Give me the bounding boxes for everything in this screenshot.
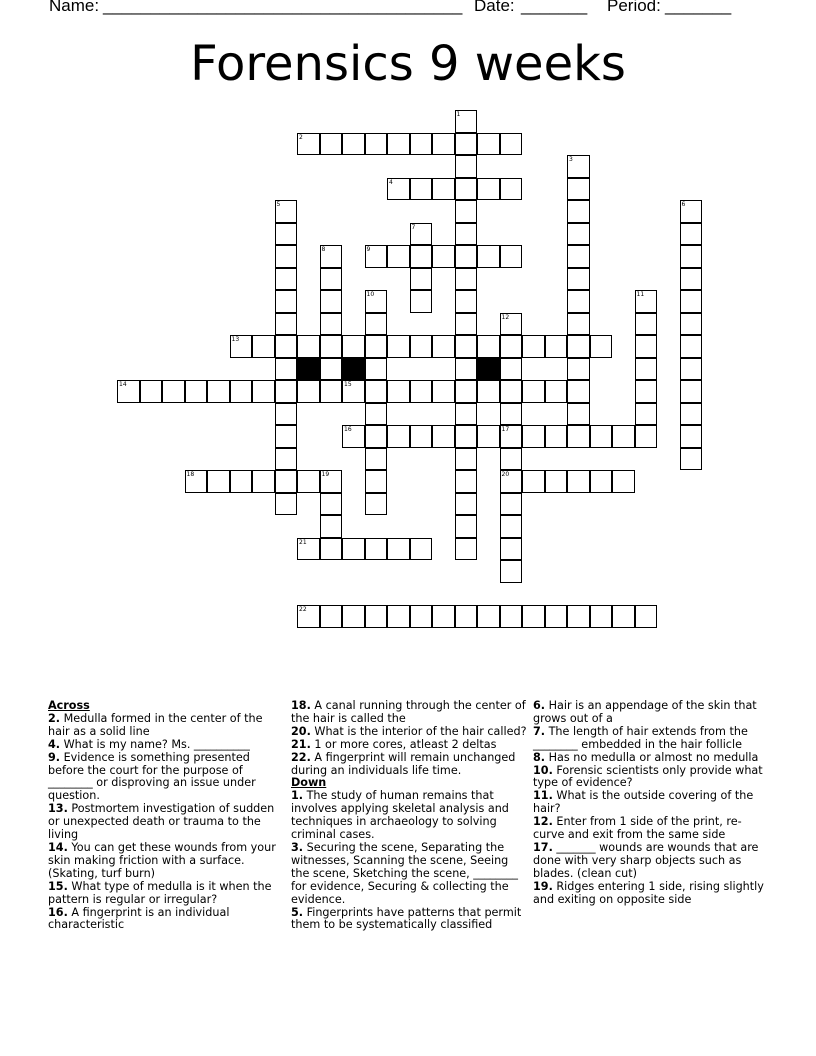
clue-number: 5 xyxy=(276,201,281,208)
crossword-cell[interactable] xyxy=(387,335,410,358)
crossword-cell[interactable] xyxy=(500,178,523,201)
crossword-cell[interactable] xyxy=(297,538,320,561)
crossword-cell[interactable] xyxy=(500,380,523,403)
clue-item xyxy=(48,752,284,804)
crossword-cell[interactable] xyxy=(365,313,388,336)
clue-item xyxy=(533,726,769,752)
crossword-cell[interactable] xyxy=(320,380,343,403)
crossword-cell[interactable] xyxy=(410,538,433,561)
clue-number: 14 xyxy=(119,381,127,388)
crossword-cell[interactable] xyxy=(500,538,523,561)
clue-number: 8 xyxy=(321,246,326,253)
crossword-cell[interactable] xyxy=(455,178,478,201)
crossword-cell[interactable] xyxy=(320,470,343,493)
crossword-cell[interactable] xyxy=(567,290,590,313)
clue-number-label: 20. xyxy=(291,724,311,738)
clue-text: Ridges entering 1 side, rising slightly and exiting on opposite side xyxy=(533,879,764,906)
clue-number: 3 xyxy=(569,156,573,163)
clue-number-label: 13. xyxy=(48,802,68,816)
clue-number: 10 xyxy=(366,291,375,298)
clue-text: Has no medulla or almost no medulla xyxy=(545,750,759,764)
clue-item xyxy=(291,790,527,842)
clues-column-2 xyxy=(291,700,527,932)
crossword-cell[interactable] xyxy=(500,313,523,336)
clue-number-label: 5. xyxy=(291,905,304,919)
clue-text: Postmortem investigation of sudden or unexpected death or trauma to the living xyxy=(48,802,275,842)
crossword-cell[interactable] xyxy=(297,470,320,493)
clue-number: 2 xyxy=(299,133,303,141)
crossword-cell[interactable] xyxy=(387,605,410,628)
crossword-cell[interactable] xyxy=(207,470,230,493)
clue-item xyxy=(291,700,527,726)
crossword-cell[interactable] xyxy=(680,425,703,448)
crossword-cell[interactable] xyxy=(567,380,590,403)
crossword-cell[interactable] xyxy=(387,380,410,403)
crossword-cell[interactable] xyxy=(522,605,545,628)
clue-text: A canal running through the center of the hair is called the xyxy=(291,699,526,725)
clue-text: 1 or more cores, atleast 2 deltas xyxy=(310,737,497,751)
clue-item xyxy=(48,907,284,933)
clue-number-label: 7. xyxy=(533,724,546,738)
crossword-cell[interactable] xyxy=(252,335,275,358)
crossword-cell[interactable] xyxy=(455,425,478,448)
clue-number-label: 10. xyxy=(533,763,553,777)
crossword-cell[interactable] xyxy=(275,448,298,471)
crossword-cell[interactable] xyxy=(500,425,523,448)
crossword-cell[interactable] xyxy=(500,358,523,381)
crossword-cell[interactable] xyxy=(477,335,500,358)
crossword-cell[interactable] xyxy=(275,358,298,381)
crossword-cell[interactable] xyxy=(477,380,500,403)
crossword-cell[interactable] xyxy=(365,493,388,516)
crossword-cell[interactable] xyxy=(410,245,433,268)
crossword-cell[interactable] xyxy=(455,335,478,358)
crossword-cell[interactable] xyxy=(365,403,388,426)
clues-column-3 xyxy=(533,700,769,907)
date-label: Date: xyxy=(474,0,515,15)
clue-item xyxy=(533,700,769,726)
crossword-cell[interactable] xyxy=(320,335,343,358)
crossword-cell[interactable] xyxy=(680,313,703,336)
crossword-cell[interactable] xyxy=(635,358,658,381)
crossword-cell[interactable] xyxy=(410,133,433,156)
clue-number-label: 22. xyxy=(291,750,311,764)
crossword-cell[interactable] xyxy=(185,380,208,403)
crossword-cell[interactable] xyxy=(567,245,590,268)
clue-item xyxy=(291,907,527,933)
crossword-cell[interactable] xyxy=(387,133,410,156)
clue-number-label: 4. xyxy=(48,737,61,751)
crossword-cell[interactable] xyxy=(275,268,298,291)
clues-column-1 xyxy=(48,700,284,932)
crossword-cell[interactable] xyxy=(320,493,343,516)
crossword-cell[interactable] xyxy=(500,470,523,493)
period-blank[interactable]: _______ xyxy=(665,0,732,15)
crossword-cell[interactable] xyxy=(635,313,658,336)
clue-text: What is my name? Ms. __________ xyxy=(60,737,250,751)
crossword-cell[interactable] xyxy=(500,605,523,628)
clue-item xyxy=(48,842,284,881)
clue-number-label: 6. xyxy=(533,699,546,712)
crossword-cell[interactable] xyxy=(612,470,635,493)
clue-number: 19 xyxy=(321,471,330,478)
clue-item xyxy=(291,842,527,907)
clue-number-label: 21. xyxy=(291,737,311,751)
page-title: Forensics 9 weeks xyxy=(190,36,626,92)
crossword-cell[interactable] xyxy=(410,178,433,201)
crossword-cell[interactable] xyxy=(432,245,455,268)
clue-number: 4 xyxy=(389,178,393,186)
clue-number-label: 14. xyxy=(48,840,68,854)
clue-number-label: 3. xyxy=(291,840,304,854)
crossword-cell[interactable] xyxy=(455,155,478,178)
crossword-cell[interactable] xyxy=(635,403,658,426)
clue-text: Forensic scientists only provide what type of evidence? xyxy=(533,763,763,790)
clue-item xyxy=(533,881,769,907)
crossword-cell[interactable] xyxy=(275,200,298,223)
crossword-cell[interactable] xyxy=(500,133,523,156)
clue-text: Medulla formed in the center of the hair as a solid line xyxy=(48,711,263,738)
crossword-cell[interactable] xyxy=(477,178,500,201)
clue-number-label: 17. xyxy=(533,840,553,854)
crossword-cell[interactable] xyxy=(432,133,455,156)
crossword-cell[interactable] xyxy=(455,313,478,336)
crossword-cell[interactable] xyxy=(680,268,703,291)
crossword-cell[interactable] xyxy=(320,605,343,628)
crossword-cell[interactable] xyxy=(140,380,163,403)
crossword-cell[interactable] xyxy=(477,425,500,448)
crossword-cell[interactable] xyxy=(297,133,320,156)
crossword-cell[interactable] xyxy=(432,178,455,201)
crossword-cell[interactable] xyxy=(477,605,500,628)
crossword-cell[interactable] xyxy=(680,290,703,313)
crossword-cell[interactable] xyxy=(365,290,388,313)
crossword-cell[interactable] xyxy=(680,358,703,381)
crossword-cell[interactable] xyxy=(500,448,523,471)
clue-number-label: 16. xyxy=(48,905,68,919)
crossword-cell[interactable] xyxy=(297,380,320,403)
clue-text: Enter from 1 side of the print, re-curve and exit from the same side xyxy=(533,815,742,842)
crossword-cell[interactable] xyxy=(590,335,613,358)
across-clue-list-continued xyxy=(291,700,527,777)
crossword-cell[interactable] xyxy=(342,133,365,156)
crossword-cell[interactable] xyxy=(590,425,613,448)
crossword-cell[interactable] xyxy=(275,245,298,268)
clue-number: 7 xyxy=(411,223,416,231)
crossword-cell[interactable] xyxy=(320,268,343,291)
crossword-cell[interactable] xyxy=(185,470,208,493)
crossword-cell[interactable] xyxy=(387,538,410,561)
crossword-cell[interactable] xyxy=(680,200,703,223)
crossword-cell[interactable] xyxy=(320,313,343,336)
crossword-cell[interactable] xyxy=(567,335,590,358)
clue-number: 22 xyxy=(299,606,307,613)
crossword-cell[interactable] xyxy=(162,380,185,403)
crossword-cell[interactable] xyxy=(320,133,343,156)
crossword-cell[interactable] xyxy=(342,335,365,358)
crossword-cell[interactable] xyxy=(635,380,658,403)
crossword-cell[interactable] xyxy=(252,380,275,403)
clue-number: 6 xyxy=(681,201,686,208)
clue-text: You can get these wounds from your skin making friction with a surface. (Skating, turf burn) xyxy=(48,840,276,880)
clue-text: Securing the scene, Separating the witnesses, Scanning the scene, Seeing the scene, Sketching the scene, ________ for evidence, Securing & collecting the evidence. xyxy=(291,840,519,906)
crossword-cell[interactable] xyxy=(320,515,343,538)
crossword-cell[interactable] xyxy=(500,515,523,538)
black-cell xyxy=(342,358,365,381)
crossword-cell[interactable] xyxy=(342,425,365,448)
clue-number-label: 19. xyxy=(533,879,553,893)
crossword-cell[interactable] xyxy=(365,470,388,493)
crossword-cell[interactable] xyxy=(455,493,478,516)
crossword-cell[interactable] xyxy=(680,245,703,268)
crossword-cell[interactable] xyxy=(567,268,590,291)
crossword-cell[interactable] xyxy=(275,380,298,403)
crossword-cell[interactable] xyxy=(275,493,298,516)
clue-text: What type of medulla is it when the pattern is regular or irregular? xyxy=(48,879,272,906)
crossword-cell[interactable] xyxy=(590,605,613,628)
clue-text: Fingerprints have patterns that permit them to be systematically classified xyxy=(291,905,522,932)
clue-text: A fingerprint will remain unchanged during an individuals life time. xyxy=(291,750,516,777)
crossword-cell[interactable] xyxy=(410,335,433,358)
crossword-cell[interactable] xyxy=(320,290,343,313)
crossword-cell[interactable] xyxy=(342,380,365,403)
down-header: Down xyxy=(291,776,327,790)
clue-number: 11 xyxy=(636,291,645,298)
crossword-cell[interactable] xyxy=(275,290,298,313)
crossword-cell[interactable] xyxy=(410,605,433,628)
clue-text: A fingerprint is an individual characteristic xyxy=(48,905,230,932)
down-clue-list xyxy=(291,790,527,932)
crossword-cell[interactable] xyxy=(342,605,365,628)
clue-number-label: 2. xyxy=(48,711,61,725)
crossword-cell[interactable] xyxy=(207,380,230,403)
across-header: Across xyxy=(48,699,90,712)
crossword-cell[interactable] xyxy=(230,335,253,358)
clue-number: 18 xyxy=(186,471,195,478)
clue-number: 1 xyxy=(456,111,461,118)
crossword-cell[interactable] xyxy=(545,335,568,358)
crossword-cell[interactable] xyxy=(387,178,410,201)
crossword-cell[interactable] xyxy=(612,425,635,448)
crossword-cell[interactable] xyxy=(365,358,388,381)
clue-item xyxy=(48,881,284,907)
crossword-cell[interactable] xyxy=(455,358,478,381)
crossword-cell[interactable] xyxy=(275,403,298,426)
crossword-cell[interactable] xyxy=(455,245,478,268)
crossword-cell[interactable] xyxy=(432,380,455,403)
crossword-cell[interactable] xyxy=(680,223,703,246)
crossword-cell[interactable] xyxy=(455,403,478,426)
crossword-cell[interactable] xyxy=(680,403,703,426)
crossword-cell[interactable] xyxy=(320,538,343,561)
crossword-cell[interactable] xyxy=(635,605,658,628)
crossword-cell[interactable] xyxy=(477,133,500,156)
crossword-cell[interactable] xyxy=(230,470,253,493)
crossword-cell[interactable] xyxy=(500,335,523,358)
crossword-cell[interactable] xyxy=(567,358,590,381)
clue-number-label: 15. xyxy=(48,879,68,893)
clue-number: 20 xyxy=(501,471,510,478)
crossword-cell[interactable] xyxy=(635,290,658,313)
crossword-cell[interactable] xyxy=(455,223,478,246)
crossword-cell[interactable] xyxy=(522,470,545,493)
crossword-cell[interactable] xyxy=(567,178,590,201)
crossword-cell[interactable] xyxy=(275,425,298,448)
crossword-cell[interactable] xyxy=(500,245,523,268)
crossword-cell[interactable] xyxy=(365,245,388,268)
crossword-cell[interactable] xyxy=(410,223,433,246)
crossword-cell[interactable] xyxy=(297,335,320,358)
crossword-cell[interactable] xyxy=(432,605,455,628)
crossword-cell[interactable] xyxy=(342,538,365,561)
crossword-cell[interactable] xyxy=(567,403,590,426)
crossword-cell[interactable] xyxy=(455,200,478,223)
crossword-cell[interactable] xyxy=(567,155,590,178)
clue-number: 16 xyxy=(344,426,352,433)
crossword-cell[interactable] xyxy=(500,560,523,583)
crossword-cell[interactable] xyxy=(545,470,568,493)
down-clue-list-continued xyxy=(533,700,769,907)
clue-number: 9 xyxy=(366,246,371,253)
clue-item xyxy=(48,713,284,739)
clue-item xyxy=(48,803,284,842)
clue-text: What is the outside covering of the hair? xyxy=(533,789,754,816)
crossword-cell[interactable] xyxy=(410,380,433,403)
crossword-cell[interactable] xyxy=(522,380,545,403)
clue-item xyxy=(291,752,527,778)
crossword-cell[interactable] xyxy=(545,605,568,628)
clue-text: What is the interior of the hair called? xyxy=(310,724,527,738)
crossword-cell[interactable] xyxy=(410,290,433,313)
period-label: Period: xyxy=(607,0,661,15)
crossword-cell[interactable] xyxy=(365,335,388,358)
crossword-cell[interactable] xyxy=(365,448,388,471)
clue-number-label: 9. xyxy=(48,750,61,764)
crossword-cell[interactable] xyxy=(545,380,568,403)
clue-number-label: 11. xyxy=(533,789,553,803)
clue-number: 21 xyxy=(299,538,307,546)
crossword-cell[interactable] xyxy=(320,245,343,268)
clue-number: 15 xyxy=(344,381,352,388)
crossword-cell[interactable] xyxy=(365,133,388,156)
clue-item xyxy=(533,816,769,842)
crossword-cell[interactable] xyxy=(432,425,455,448)
clue-number: 13 xyxy=(231,336,240,343)
crossword-cell[interactable] xyxy=(590,470,613,493)
crossword-cell[interactable] xyxy=(320,358,343,381)
crossword-cell[interactable] xyxy=(117,380,140,403)
clue-text: The length of hair extends from the ________ embedded in the hair follicle xyxy=(533,724,748,751)
clue-number-label: 12. xyxy=(533,815,553,829)
crossword-cell[interactable] xyxy=(612,605,635,628)
name-blank[interactable]: ______________________________________ xyxy=(103,0,463,15)
crossword-cell[interactable] xyxy=(230,380,253,403)
crossword-cell[interactable] xyxy=(432,335,455,358)
clue-number-label: 18. xyxy=(291,699,311,712)
crossword-cell[interactable] xyxy=(365,380,388,403)
black-cell xyxy=(477,358,500,381)
crossword-cell[interactable] xyxy=(455,268,478,291)
crossword-cell[interactable] xyxy=(387,425,410,448)
crossword-cell[interactable] xyxy=(387,245,410,268)
crossword-cell[interactable] xyxy=(297,605,320,628)
crossword-cell[interactable] xyxy=(567,223,590,246)
crossword-cell[interactable] xyxy=(275,223,298,246)
crossword-cell[interactable] xyxy=(500,403,523,426)
crossword-cell[interactable] xyxy=(275,335,298,358)
crossword-cell[interactable] xyxy=(680,448,703,471)
clue-number: 12 xyxy=(501,313,510,321)
crossword-cell[interactable] xyxy=(455,110,478,133)
crossword-cell[interactable] xyxy=(567,470,590,493)
crossword-cell[interactable] xyxy=(635,425,658,448)
clue-item xyxy=(533,842,769,881)
crossword-cell[interactable] xyxy=(455,290,478,313)
crossword-cell[interactable] xyxy=(252,470,275,493)
crossword-cell[interactable] xyxy=(567,200,590,223)
crossword-cell[interactable] xyxy=(365,538,388,561)
crossword-cell[interactable] xyxy=(410,425,433,448)
crossword-cell[interactable] xyxy=(567,425,590,448)
crossword-cell[interactable] xyxy=(455,538,478,561)
crossword-cell[interactable] xyxy=(680,380,703,403)
clue-text: The study of human remains that involves applying skeletal analysis and techniques in archaeology to solving criminal cases. xyxy=(291,789,509,842)
black-cell xyxy=(297,358,320,381)
crossword-cell[interactable] xyxy=(455,605,478,628)
crossword-cell[interactable] xyxy=(410,268,433,291)
crossword-cell[interactable] xyxy=(275,470,298,493)
date-blank[interactable]: _______ xyxy=(521,0,588,15)
crossword-cell[interactable] xyxy=(680,335,703,358)
across-clue-list xyxy=(48,713,284,932)
crossword-cell[interactable] xyxy=(522,335,545,358)
crossword-cell[interactable] xyxy=(455,380,478,403)
crossword-cell[interactable] xyxy=(365,425,388,448)
crossword-cell[interactable] xyxy=(365,605,388,628)
clue-number: 17 xyxy=(501,426,510,433)
clue-text: Evidence is something presented before the court for the purpose of ________ or disproving an issue under question. xyxy=(48,750,256,803)
clue-number-label: 1. xyxy=(291,789,304,803)
crossword-cell[interactable] xyxy=(567,313,590,336)
crossword-cell[interactable] xyxy=(455,515,478,538)
crossword-cell[interactable] xyxy=(455,448,478,471)
crossword-cell[interactable] xyxy=(635,335,658,358)
crossword-cell[interactable] xyxy=(455,470,478,493)
crossword-cell[interactable] xyxy=(567,605,590,628)
clue-number-label: 8. xyxy=(533,750,546,764)
crossword-cell[interactable] xyxy=(477,245,500,268)
crossword-cell[interactable] xyxy=(455,133,478,156)
crossword-cell[interactable] xyxy=(275,313,298,336)
clue-text: Hair is an appendage of the skin that grows out of a xyxy=(533,699,757,725)
clue-item xyxy=(533,790,769,816)
crossword-cell[interactable] xyxy=(545,425,568,448)
clue-text: _______ wounds are wounds that are done with very sharp objects such as blades. (clean cut) xyxy=(533,840,759,880)
crossword-cell[interactable] xyxy=(500,493,523,516)
crossword-cell[interactable] xyxy=(522,425,545,448)
name-label: Name: xyxy=(49,0,100,15)
clue-item xyxy=(533,765,769,791)
